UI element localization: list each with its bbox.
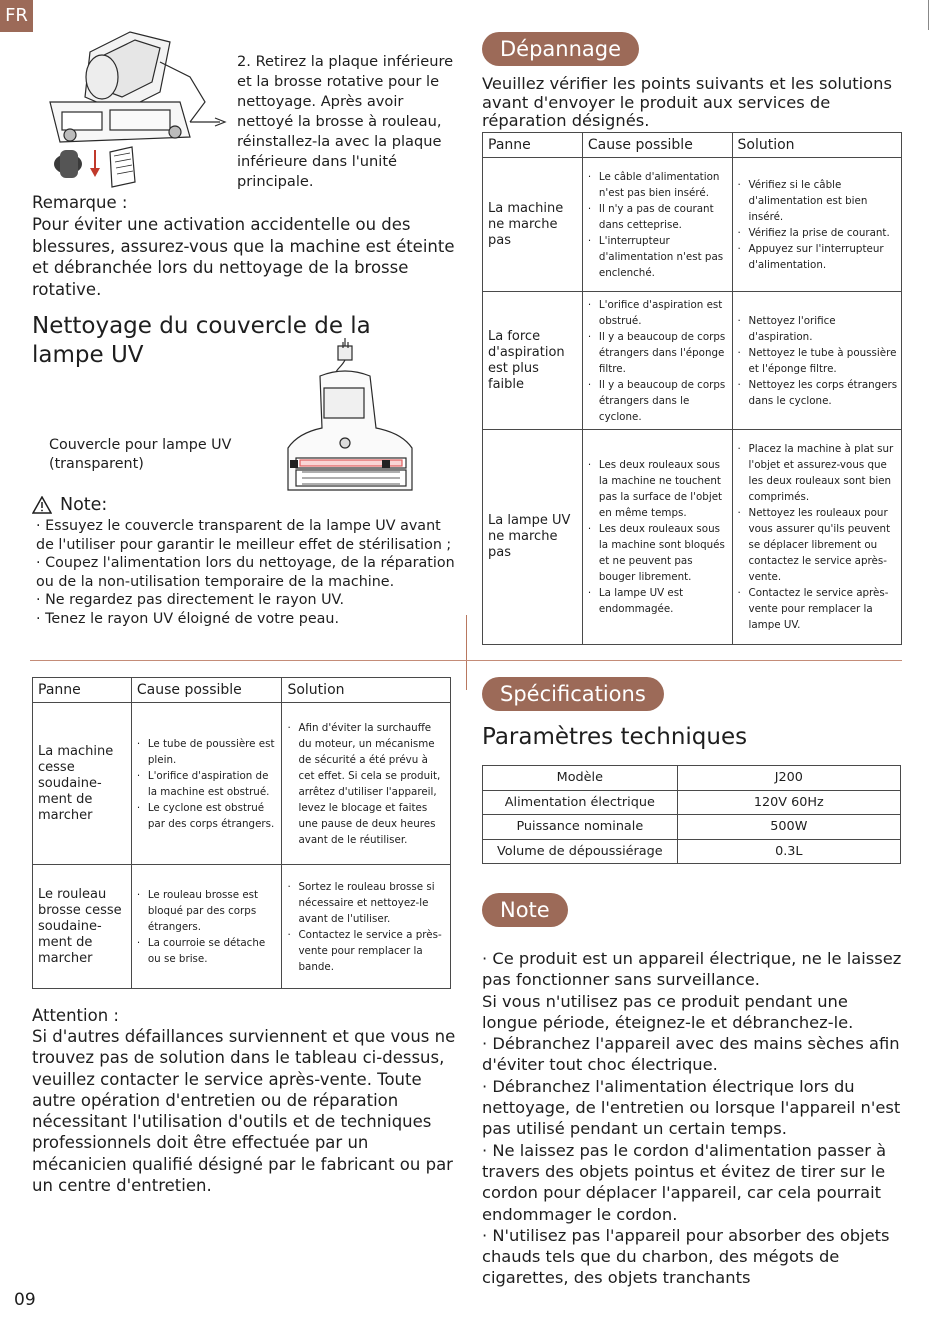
solution-cell <box>732 292 902 430</box>
table-header-row <box>33 678 451 703</box>
vacuum-brush-removal-illustration <box>40 22 240 192</box>
step-2-text: 2. Retirez la plaque inférieure et la brosse rotative pour le nettoyage. Après avoir nettoyé la brosse à rouleau, réinstallez-la avec la plaque inférieure dans l'unité principale. <box>237 53 454 190</box>
panne-cell: Le rouleau brosse cesse soudaine-ment de marcher <box>33 865 132 989</box>
spec-label: Modèle <box>483 766 678 791</box>
note-heading <box>32 495 107 515</box>
solution-cell <box>732 158 902 292</box>
specifications-pill: Spécifications <box>482 677 664 711</box>
header-cause: Cause possible <box>582 133 732 158</box>
spec-label: Alimentation électrique <box>483 790 678 815</box>
cause-cell <box>131 703 282 865</box>
spec-title: Paramètres techniques <box>482 724 748 750</box>
safety-note-item: · Ne laissez pas le cordon d'alimentation passer à travers des objets pointus et évitez de tirer sur le cordon pour déplacer l'appareil, car cela pourrait endommager le cordon. <box>482 1140 887 1224</box>
safety-note-item: · Débranchez l'appareil avec des mains sèches afin d'éviter tout choc électrique. <box>482 1034 900 1075</box>
spec-table <box>482 765 901 864</box>
panne-cell: La force d'aspiration est plus faible <box>483 292 583 430</box>
spec-row <box>483 766 901 791</box>
cause-cell <box>582 430 732 645</box>
solution-item: · Vérifiez si le câble d'alimentation est bien inséré. <box>736 177 899 225</box>
cause-item: · Il n'y a pas de courant dans cetteprise. <box>586 201 729 233</box>
spec-row <box>483 839 901 864</box>
header-solution: Solution <box>282 678 451 703</box>
uv-cover-section-title: Nettoyage du couvercle de la lampe UV <box>32 313 371 368</box>
header-cause: Cause possible <box>131 678 282 703</box>
spec-label: Volume de dépoussiérage <box>483 839 678 864</box>
solution-item: · Placez la machine à plat sur l'objet et assurez-vous que les deux rouleaux sont bien comprimés. <box>736 441 899 505</box>
table-header-row <box>483 133 902 158</box>
solution-item: · Afin d'éviter la surchauffe du moteur, un mécanisme de sécurité a été prévu à cet effet. Si cela se produit, arrêtez d'utiliser l'appareil, levez le blocage et faites une pause de deux heures avant de le réutiliser. <box>285 720 447 848</box>
table-row <box>33 865 451 989</box>
cause-cell <box>582 158 732 292</box>
safety-note-item: · Débranchez l'alimentation électrique lors du nettoyage, de l'entretien ou lorsque l'appareil n'est pas utilisé pendant un certain temps. <box>482 1076 901 1139</box>
note-list <box>36 517 461 628</box>
solution-item: · Contactez le service après-vente pour remplacer la lampe UV. <box>736 585 899 633</box>
warning-icon <box>32 496 52 514</box>
depannage-intro: Veuillez vérifier les points suivants et les solutions avant d'envoyer le produit aux services de réparation désignés. <box>482 74 892 130</box>
troubleshooting-table-left <box>32 677 451 989</box>
uv-cover-label: Couvercle pour lampe UV (transparent) <box>49 437 232 472</box>
cause-item: · Les deux rouleaux sous la machine sont bloqués et ne peuvent pas bouger librement. <box>586 521 729 585</box>
panne-cell: La lampe UV ne marche pas <box>483 430 583 645</box>
solution-cell <box>282 865 451 989</box>
note-item: · Tenez le rayon UV éloigné de votre peau. <box>36 610 339 627</box>
solution-item: · Vérifiez la prise de courant. <box>736 225 899 241</box>
column-divider <box>466 615 467 690</box>
attention-title: Attention : <box>32 1006 119 1025</box>
remark-title: Remarque : <box>32 193 128 212</box>
cause-item: · Il y a beaucoup de corps étrangers dans le cyclone. <box>586 377 729 425</box>
troubleshooting-table-right <box>482 132 902 645</box>
spec-row <box>483 815 901 840</box>
note-item: · Ne regardez pas directement le rayon UV. <box>36 592 345 608</box>
solution-cell <box>732 430 902 645</box>
header-panne: Panne <box>483 133 583 158</box>
table-row <box>483 158 902 292</box>
cause-item: · L'orifice d'aspiration de la machine est obstrué. <box>135 768 279 800</box>
depannage-pill: Dépannage <box>482 32 639 66</box>
safety-note-item: Si vous n'utilisez pas ce produit pendant une longue période, éteignez-le et débranchez-le. <box>482 991 854 1032</box>
panne-cell: La machine cesse soudaine-ment de marcher <box>33 703 132 865</box>
note-title: Note: <box>60 495 108 515</box>
header-solution: Solution <box>732 133 902 158</box>
language-tab: FR <box>0 0 33 32</box>
note-item: · Essuyez le couvercle transparent de la lampe UV avant de l'utiliser pour garantir le meilleur effet de stérilisation ; <box>36 518 452 553</box>
cause-cell <box>582 292 732 430</box>
spec-value: 500W <box>677 815 900 840</box>
safety-note-item: · Ce produit est un appareil électrique, ne le laissez pas fonctionner sans surveillance. <box>482 949 902 990</box>
spec-value: 120V 60Hz <box>677 790 900 815</box>
cause-item: · Il y a beaucoup de corps étrangers dans l'éponge filtre. <box>586 329 729 377</box>
safety-note-item: · N'utilisez pas l'appareil pour absorber des objets chauds tels que du charbon, des mégots de cigarettes, des objets tranchants <box>482 1225 890 1288</box>
section-divider <box>30 660 902 661</box>
solution-item: · Appuyez sur l'interrupteur d'alimentation. <box>736 241 899 273</box>
table-row <box>483 430 902 645</box>
safety-note-body <box>482 948 907 1289</box>
cause-cell <box>131 865 282 989</box>
solution-item: · Nettoyez les corps étrangers dans le cyclone. <box>736 377 899 409</box>
panne-cell: La machine ne marche pas <box>483 158 583 292</box>
attention-body: Si d'autres défaillances surviennent et que vous ne trouvez pas de solution dans le tableau ci-dessus, veuillez contacter le service après-vente. Toute autre opération d'entretien ou de réparation nécessitant l'utilisation d'outils et de techniques professionnels doit être effectuée par un mécanicien qualifié désigné par le fabricant ou par un centre d'entretien. <box>32 1027 456 1196</box>
solution-item: · Contactez le service a près-vente pour remplacer la bande. <box>285 927 447 975</box>
page-number: 09 <box>14 1290 36 1310</box>
note-item: · Coupez l'alimentation lors du nettoyage, de la réparation ou de la non-utilisation temporaire de la machine. <box>36 555 455 590</box>
uv-lamp-underside-illustration <box>272 338 432 503</box>
corner-rule <box>928 0 929 30</box>
solution-cell <box>282 703 451 865</box>
cause-item: · Le tube de poussière est plein. <box>135 736 279 768</box>
header-panne: Panne <box>33 678 132 703</box>
cause-item: · La lampe UV est endommagée. <box>586 585 729 617</box>
table-row <box>483 292 902 430</box>
note-pill: Note <box>482 893 568 927</box>
cause-item: · L'orifice d'aspiration est obstrué. <box>586 297 729 329</box>
spec-value: 0.3L <box>677 839 900 864</box>
remark-body: Pour éviter une activation accidentelle ou des blessures, assurez-vous que la machine est éteinte et débranchée lors du nettoyage de la brosse rotative. <box>32 215 455 299</box>
solution-item: · Nettoyez le tube à poussière et l'éponge filtre. <box>736 345 899 377</box>
cause-item: · La courroie se détache ou se brise. <box>135 935 279 967</box>
solution-item: · Sortez le rouleau brosse si nécessaire et nettoyez-le avant de l'utiliser. <box>285 879 447 927</box>
table-row <box>33 703 451 865</box>
spec-value: J200 <box>677 766 900 791</box>
cause-item: · Le rouleau brosse est bloqué par des corps étrangers. <box>135 887 279 935</box>
cause-item: · L'interrupteur d'alimentation n'est pas enclenché. <box>586 233 729 281</box>
cause-item: · Le câble d'alimentation n'est pas bien inséré. <box>586 169 729 201</box>
solution-item: · Nettoyez les rouleaux pour vous assurer qu'ils peuvent se déplacer librement ou contactez le service après-vente. <box>736 505 899 585</box>
spec-row <box>483 790 901 815</box>
cause-item: · Les deux rouleaux sous la machine ne touchent pas la surface de l'objet en même temps. <box>586 457 729 521</box>
spec-label: Puissance nominale <box>483 815 678 840</box>
cause-item: · Le cyclone est obstrué par des corps étrangers. <box>135 800 279 832</box>
solution-item: · Nettoyez l'orifice d'aspiration. <box>736 313 899 345</box>
